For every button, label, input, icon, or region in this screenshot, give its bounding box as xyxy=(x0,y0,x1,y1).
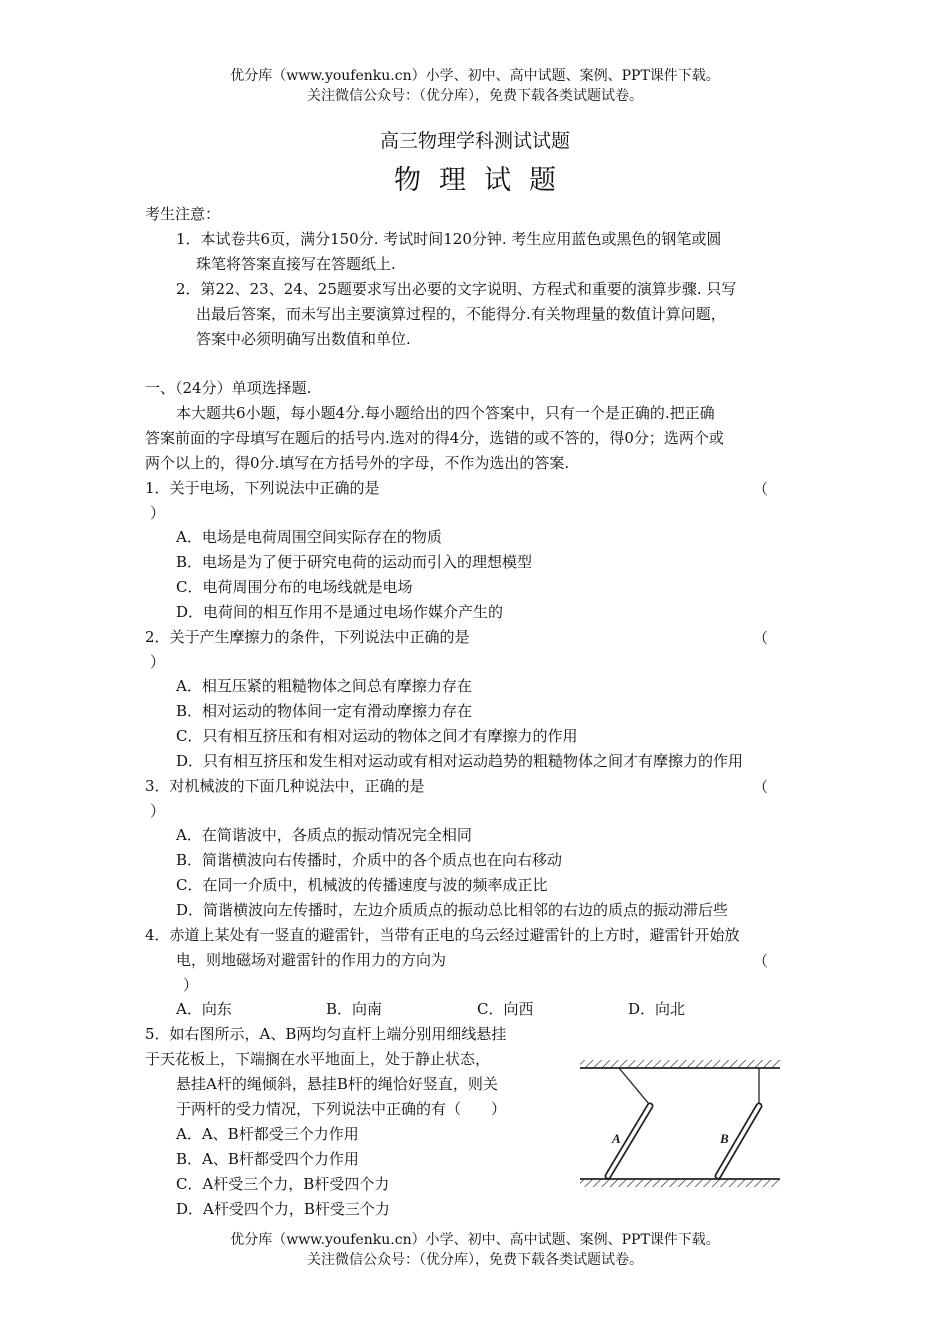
q2-option-c: C．只有相互挤压和有相对运动的物体之间才有摩擦力的作用 xyxy=(176,727,578,745)
section-1-heading: 一、（24分）单项选择题. xyxy=(145,379,312,397)
page-title: 高三物理学科测试试题 xyxy=(379,130,570,152)
header-line-1: 优分库（www.youfenku.cn）小学、初中、高中试题、案例、PPT课件下载。 xyxy=(230,68,720,84)
q4-option-d: D．向北 xyxy=(628,1000,686,1018)
q5-option-a: A．A、B杆都受三个力作用 xyxy=(176,1125,359,1143)
notice-item-2-line-2: 出最后答案，而未写出主要演算过程的，不能得分.有关物理量的数值计算问题， xyxy=(196,305,726,323)
q1-option-d: D．电荷间的相互作用不是通过电场作媒介产生的 xyxy=(176,603,504,621)
notice-item-2-line-1: 2．第22、23、24、25题要求写出必要的文字说明、方程式和重要的演算步骤. 只写 xyxy=(176,280,737,298)
q5-option-d: D．A杆受四个力，B杆受三个力 xyxy=(176,1200,390,1218)
q3-stem: 3．对机械波的下面几种说法中，正确的是 xyxy=(145,777,425,795)
notice-item-1-line-2: 珠笔将答案直接写在答题纸上. xyxy=(196,255,396,273)
q1-option-b: B．电场是为了便于研究电荷的运动而引入的理想模型 xyxy=(176,553,533,571)
floor xyxy=(580,1179,780,1187)
q1-stem: 1．关于电场，下列说法中正确的是 xyxy=(145,479,380,497)
q5-option-b: B．A、B杆都受四个力作用 xyxy=(176,1150,359,1168)
q5-stem-line-2: 于天花板上，下端搁在水平地面上，处于静止状态， xyxy=(145,1050,491,1068)
header-line-2: 关注微信公众号：（优分库），免费下载各类试题试卷。 xyxy=(307,88,643,104)
q4-option-a: A．向东 xyxy=(176,1000,232,1018)
q3-option-d: D．简谐横波向左传播时，左边介质质点的振动总比相邻的右边的质点的振动滞后些 xyxy=(176,901,729,919)
q4-paren-close: ） xyxy=(183,976,199,994)
page-subtitle: 物理试题 xyxy=(394,165,574,196)
notice-item-1-line-1: 1．本试卷共6页，满分150分. 考试时间120分钟. 考生应用蓝色或黑色的钢笔或圆 xyxy=(176,230,722,248)
q5-stem-line-1: 5．如右图所示，A、B两均匀直杆上端分别用细线悬挂 xyxy=(145,1025,507,1043)
q4-option-b: B．向南 xyxy=(326,1000,383,1018)
ceiling xyxy=(580,1060,780,1068)
q1-paren-open: （ xyxy=(753,480,769,498)
q2-paren-close: ） xyxy=(150,653,166,671)
section-1-intro-line-3: 两个以上的，得0分.填写在方括号外的字母，不作为选出的答案. xyxy=(145,454,570,472)
q1-option-a: A．电场是电荷周围空间实际存在的物质 xyxy=(176,528,442,546)
section-1-intro-line-2: 答案前面的字母填写在题后的括号内.选对的得4分，选错的或不答的，得0分；选两个或 xyxy=(145,429,724,447)
q4-stem-line-1: 4．赤道上某处有一竖直的避雷针，当带有正电的乌云经过避雷针的上方时，避雷针开始放 xyxy=(145,926,740,944)
q5-stem-line-4: 于两杆的受力情况，下列说法中正确的有（ ） xyxy=(176,1100,507,1118)
q3-paren-close: ） xyxy=(150,802,166,820)
q2-option-d: D．只有相互挤压和发生相对运动或有相对运动趋势的粗糙物体之间才有摩擦力的作用 xyxy=(176,752,744,770)
rod-a-string xyxy=(619,1068,649,1104)
q2-option-b: B．相对运动的物体间一定有滑动摩擦力存在 xyxy=(176,702,473,720)
footer-line-2: 关注微信公众号：（优分库），免费下载各类试题试卷。 xyxy=(307,1252,643,1268)
q2-paren-open: （ xyxy=(753,629,769,647)
section-1-intro-line-1: 本大题共6小题，每小题4分.每小题给出的四个答案中，只有一个是正确的.把正确 xyxy=(176,404,715,422)
q4-paren-open: （ xyxy=(753,952,769,970)
q3-paren-open: （ xyxy=(753,778,769,796)
q2-option-a: A．相互压紧的粗糙物体之间总有摩擦力存在 xyxy=(176,677,472,695)
q2-stem: 2．关于产生摩擦力的条件，下列说法中正确的是 xyxy=(145,628,470,646)
q3-option-a: A．在简谐波中，各质点的振动情况完全相同 xyxy=(176,826,472,844)
q3-option-c: C．在同一介质中，机械波的传播速度与波的频率成正比 xyxy=(176,876,548,894)
q1-option-c: C．电荷周围分布的电场线就是电场 xyxy=(176,578,413,596)
q5-stem-line-3: 悬挂A杆的绳倾斜，悬挂B杆的绳恰好竖直，则关 xyxy=(176,1075,498,1093)
notice-heading: 考生注意： xyxy=(145,205,221,223)
notice-item-2-line-3: 答案中必须明确写出数值和单位. xyxy=(196,330,411,348)
q5-rods-figure xyxy=(575,1052,785,1197)
q4-stem-line-2: 电，则地磁场对避雷针的作用力的方向为 xyxy=(176,951,447,969)
q3-option-b: B．简谐横波向右传播时，介质中的各个质点也在向右移动 xyxy=(176,851,563,869)
rod-b-label: B xyxy=(720,1131,729,1146)
rod-a-label: A xyxy=(612,1131,621,1146)
q4-option-c: C．向西 xyxy=(477,1000,534,1018)
q1-paren-close: ） xyxy=(150,504,166,522)
q5-option-c: C．A杆受三个力，B杆受四个力 xyxy=(176,1175,390,1193)
footer-line-1: 优分库（www.youfenku.cn）小学、初中、高中试题、案例、PPT课件下载。 xyxy=(230,1232,720,1248)
